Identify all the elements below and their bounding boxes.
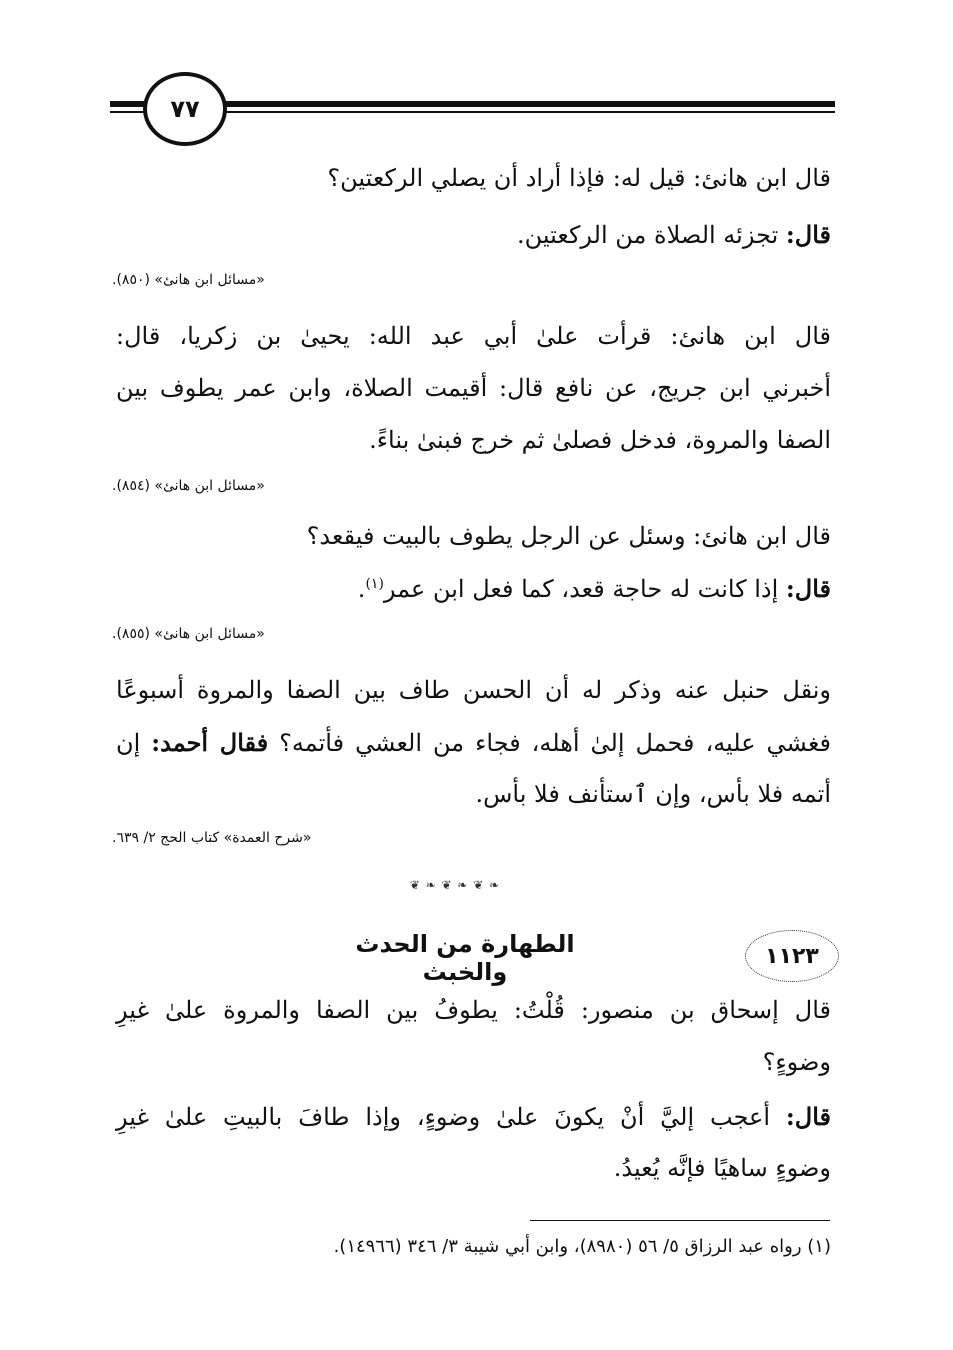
footnote-marker[interactable]: (١) [365, 576, 384, 592]
answer-label: قال: [785, 574, 831, 603]
answer-text: تجزئه الصلاة من الركعتين. [517, 221, 786, 249]
answer-line [517, 220, 831, 249]
paragraph-line: أتمه فلا بأس، وإن ٱستأنف فلا بأس. [475, 780, 831, 808]
paragraph-line: وضوءٍ ساهيًا فإنَّه يُعيدُ. [613, 1154, 831, 1182]
paragraph-text: فغشي عليه، فحمل إلىٰ أهله، فجاء من العشي فأتمه؟ [268, 729, 831, 757]
paragraph-line: أخبرني ابن جريج، عن نافع قال: أقيمت الصلاة، وابن عمر يطوف بين [116, 374, 831, 402]
paragraph-line: وضوءٍ؟ [762, 1048, 831, 1076]
paragraph-line: قال ابن هانئ: قرأت علىٰ أبي عبد الله: يحيىٰ بن زكريا، قال: [116, 322, 831, 350]
speaker-label: فقال أحمد: [151, 728, 269, 757]
answer-label: قال: [785, 1102, 831, 1131]
section-title: الطهارة من الحدث والخبث [355, 930, 575, 986]
page-header [0, 0, 953, 140]
section-number-badge: ١١٢٣ [745, 930, 839, 982]
paragraph-line: قال إسحاق بن منصور: قُلْتُ: يطوفُ بين الصفا والمروة علىٰ غيرِ [116, 996, 831, 1024]
answer-label: قال: [785, 220, 831, 249]
question-line: قال ابن هانئ: قيل له: فإذا أراد أن يصلي الركعتين؟ [327, 164, 831, 192]
footnote-separator [530, 1220, 830, 1221]
answer-end: . [357, 575, 366, 603]
citation: «مسائل ابن هانئ» (٨٥٠). [112, 272, 265, 288]
answer-text: إذا كانت له حاجة قعد، كما فعل ابن عمر [383, 575, 786, 603]
citation: «شرح العمدة» كتاب الحج ٢/ ٦٣٩. [112, 830, 312, 846]
answer-line [358, 574, 831, 603]
answer-line [116, 1102, 831, 1131]
paragraph-line: ونقل حنبل عنه وذكر له أن الحسن طاف بين الصفا والمروة أسبوعًا [116, 676, 831, 704]
page-number: ٧٧ [143, 72, 227, 146]
question-line: قال ابن هانئ: وسئل عن الرجل يطوف بالبيت فيقعد؟ [306, 522, 831, 550]
citation: «مسائل ابن هانئ» (٨٥٥). [112, 626, 265, 642]
answer-text: أعجب إليَّ أنْ يكونَ علىٰ وضوءٍ، وإذا طافَ بالبيتِ علىٰ غيرِ [116, 1103, 786, 1131]
paragraph-line: الصفا والمروة، فدخل فصلىٰ ثم خرج فبنىٰ بناءً. [369, 426, 831, 454]
paragraph-line [116, 728, 831, 757]
citation: «مسائل ابن هانئ» (٨٥٤). [112, 478, 265, 494]
ornament-divider: ❦ ❧ ❦ ❧ ❦ ❧ [409, 878, 501, 892]
footnote: (١) رواه عبد الرزاق ٥/ ٥٦ (٨٩٨٠)، وابن أبي شيبة ٣/ ٣٤٦ (١٤٩٦٦). [333, 1236, 831, 1257]
paragraph-text: إن [116, 729, 152, 757]
